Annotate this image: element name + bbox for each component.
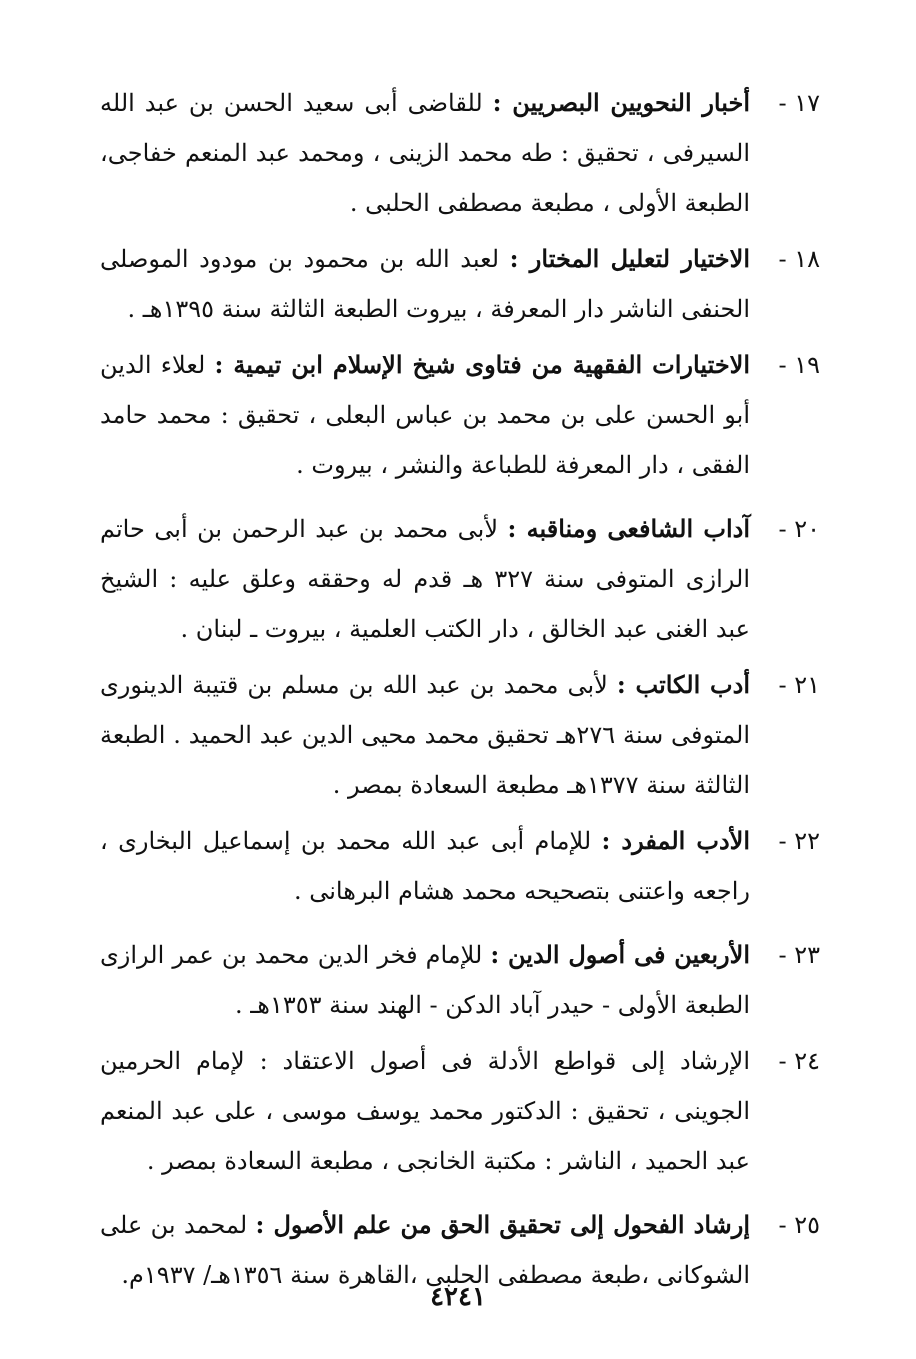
entry-text: للإمام فخر الدين محمد بن عمر الرازى الطبعة الأولى - حيدر آباد الدكن - الهند سنة ١٣٥٣هـ .	[100, 941, 750, 1019]
entry-number: ٢٥ -	[778, 1211, 820, 1239]
entry-number: ٢٢ -	[778, 827, 820, 855]
bibliography-entry	[100, 234, 820, 334]
page-number: ٤٢٤١	[430, 1282, 486, 1312]
entry-number: ١٨ -	[778, 245, 820, 273]
entry-title: الاختيار لتعليل المختار :	[509, 244, 751, 273]
entry-text: لأبى محمد بن عبد الرحمن بن أبى حاتم الرازى المتوفى سنة ٣٢٧ هـ قدم له وحققه وعلق عليه : الشيخ عبد الغنى عبد الخالق ، دار الكتب العلمية ، بيروت ـ لبنان .	[100, 515, 751, 643]
entry-text: للقاضى أبى سعيد الحسن بن عبد الله السيرفى ، تحقيق : طه محمد الزينى ، ومحمد عبد المنعم خفاجى، الطبعة الأولى ، مطبعة مصطفى الحلبى .	[100, 89, 750, 217]
entry-number: ٢٣ -	[778, 941, 820, 969]
entry-number: ١٧ -	[778, 89, 820, 117]
bibliography-entry	[100, 816, 820, 916]
bibliography-list	[100, 78, 820, 1306]
bibliography-entry	[100, 930, 820, 1030]
bibliography-entry	[100, 340, 820, 490]
bibliography-entry	[100, 78, 820, 228]
entry-text: لمحمد بن على الشوكانى ،طبعة مصطفى الحلبى ،القاهرة سنة ١٣٥٦هـ/ ١٩٣٧م.	[100, 1211, 750, 1289]
bibliography-entry	[100, 1036, 820, 1186]
bibliography-entry	[100, 660, 820, 810]
entry-title: الأدب المفرد :	[601, 826, 751, 855]
entry-text: الإرشاد إلى قواطع الأدلة فى أصول الاعتقاد : لإمام الحرمين الجوينى ، تحقيق : الدكتور محمد يوسف موسى ، على عبد المنعم عبد الحميد ، الناشر : مكتبة الخانجى ، مطبعة السعادة بمصر .	[100, 1047, 750, 1175]
entry-title: الاختيارات الفقهية من فتاوى شيخ الإسلام ابن تيمية :	[214, 350, 751, 379]
entry-title: إرشاد الفحول إلى تحقيق الحق من علم الأصول :	[255, 1210, 751, 1239]
entry-title: أدب الكاتب :	[616, 670, 750, 699]
entry-number: ٢١ -	[778, 671, 820, 699]
entry-number: ١٩ -	[778, 351, 820, 379]
entry-text: لعبد الله بن محمود بن مودود الموصلى الحنفى الناشر دار المعرفة ، بيروت الطبعة الثالثة سنة ١٣٩٥هـ .	[100, 245, 750, 323]
entry-number: ٢٠ -	[778, 515, 820, 543]
entry-text: لعلاء الدين أبو الحسن على بن محمد بن عباس البعلى ، تحقيق : محمد حامد الفقى ، دار المعرفة للطباعة والنشر ، بيروت .	[100, 351, 750, 479]
entry-number: ٢٤ -	[778, 1047, 820, 1075]
entry-text: لأبى محمد بن عبد الله بن مسلم بن قتيبة الدينورى المتوفى سنة ٢٧٦هـ تحقيق محمد محيى الدين عبد الحميد . الطبعة الثالثة سنة ١٣٧٧هـ مطبعة السعادة بمصر .	[100, 671, 751, 799]
entry-text: للإمام أبى عبد الله محمد بن إسماعيل البخارى ، راجعه واعتنى بتصحيحه محمد هشام البرهانى .	[100, 827, 750, 905]
entry-title: أخبار النحويين البصريين :	[492, 88, 750, 117]
entry-title: الأربعين فى أصول الدين :	[490, 940, 750, 969]
bibliography-entry	[100, 504, 820, 654]
entry-title: آداب الشافعى ومناقبه :	[507, 514, 750, 543]
